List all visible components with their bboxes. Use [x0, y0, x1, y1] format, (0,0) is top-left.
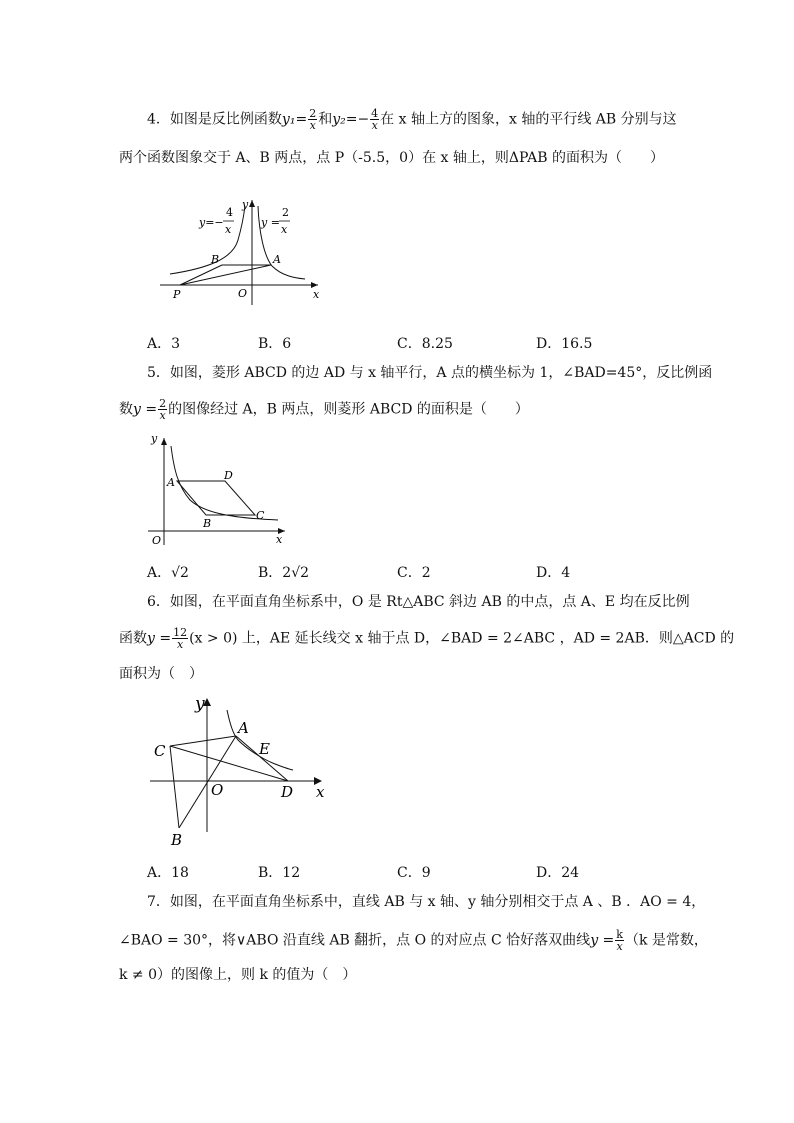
- q4-label-p: P: [173, 288, 181, 301]
- q5-label-o: O: [152, 534, 162, 547]
- q6-option-b[interactable]: B．12: [258, 865, 301, 881]
- q4-option-b[interactable]: B．6: [258, 336, 292, 352]
- q4-option-a[interactable]: A．3: [147, 336, 181, 352]
- q4-label-x: x: [313, 288, 320, 301]
- q6-label-a: A: [238, 719, 249, 737]
- q6-label-o: O: [211, 781, 224, 799]
- q6-label-x: x: [316, 783, 325, 801]
- q5-option-d[interactable]: D．4: [536, 565, 571, 581]
- q6-segment-ca: [170, 736, 236, 746]
- q4-label-a: A: [273, 253, 281, 266]
- q5-line1: 5．如图，菱形 ABCD 的边 AD 与 x 轴平行，A 点的横坐标为 1，∠BAD=45°，反比例函: [147, 365, 713, 381]
- q6-option-c[interactable]: C．9: [397, 865, 431, 881]
- q6-segment-cb: [170, 746, 179, 828]
- q5-frac: $\frac{2}{x}$: [159, 397, 167, 422]
- q5-option-a[interactable]: A．√2: [147, 565, 189, 581]
- q5-label-y: y: [151, 432, 158, 445]
- q4-line2: 两个函数图象交于 A、B 两点，点 P（-5.5，0）在 x 轴上，则ΔPAB 的面积为（ ）: [119, 150, 664, 166]
- q5-line2: 数y = $\frac{2}{x}$ 的图像经过 A，B 两点，则菱形 ABCD 的面积是（ ）: [119, 397, 529, 422]
- q6-line1: 6．如图，在平面直角坐标系中，O 是 Rt△ABC 斜边 AB 的中点，点 A、E 均在反比例: [147, 594, 690, 610]
- q5-label-x: x: [276, 533, 283, 546]
- q5-label-b: B: [203, 517, 212, 530]
- q4-label-b: B: [211, 253, 220, 266]
- q5-option-b[interactable]: B．2√2: [258, 565, 310, 581]
- q4-label-right-y: y =: [261, 216, 280, 229]
- q4-label-left-den: x: [225, 223, 232, 236]
- q4-frac1: $\frac{2}{x}$: [309, 107, 317, 132]
- q6-option-a[interactable]: A．18: [147, 865, 189, 881]
- q7-frac: $\frac{k}{x}$: [616, 928, 623, 953]
- q6-label-b: B: [171, 831, 183, 849]
- q7-line3: k ≠ 0）的图像上，则 k 的值为（ ）: [119, 967, 357, 983]
- q5-label-d: D: [224, 469, 233, 482]
- q6-label-c: C: [154, 742, 166, 760]
- q4-label-y: y: [242, 198, 249, 211]
- q6-option-d[interactable]: D．24: [536, 865, 580, 881]
- q6-line2: 函数y = $\frac{12}{x}$ (x > 0) 上，AE 延长线交 x 轴于点 D，∠BAD = 2∠ABC ，AD = 2AB．则△ACD 的: [119, 626, 735, 651]
- q4-label-right-den: x: [281, 223, 288, 236]
- q7-line2: ∠BAO = 30°，将∨ABO 沿直线 AB 翻折，点 O 的对应点 C 恰好落双曲线y = $\frac{k}{x}$ （k 是常数，: [119, 928, 708, 953]
- q4-option-c[interactable]: C．8.25: [397, 336, 453, 352]
- q6-frac: $\frac{12}{x}$: [173, 626, 188, 651]
- q4-label-left-num: 4: [226, 206, 233, 219]
- q6-label-d: D: [281, 783, 294, 801]
- q4-line1: 4．如图是反比例函数y₁= $\frac{2}{x}$ 和y₂=− $\frac{4}{x}$ 在 x 轴上方的图象，x 轴的平行线 AB 分别与这: [147, 107, 677, 132]
- q6-line3: 面积为（ ）: [119, 666, 203, 682]
- q6-label-y: y: [195, 694, 205, 714]
- q4-frac2: $\frac{4}{x}$: [371, 107, 379, 132]
- q6-segment-cd: [170, 746, 288, 781]
- q4-option-d[interactable]: D．16.5: [536, 336, 593, 352]
- q7-line1: 7．如图，在平面直角坐标系中，直线 AB 与 x 轴、y 轴分别相交于点 A 、B ．AO = 4，: [147, 894, 706, 910]
- q4-label-right-num: 2: [282, 206, 289, 219]
- q4-label-left-y: y=−: [199, 216, 224, 229]
- q5-option-c[interactable]: C．2: [397, 565, 431, 581]
- q4-label-o: O: [238, 287, 248, 300]
- q5-label-a: A: [167, 476, 175, 489]
- q6-label-e: E: [259, 740, 270, 758]
- q5-label-c: C: [256, 509, 265, 522]
